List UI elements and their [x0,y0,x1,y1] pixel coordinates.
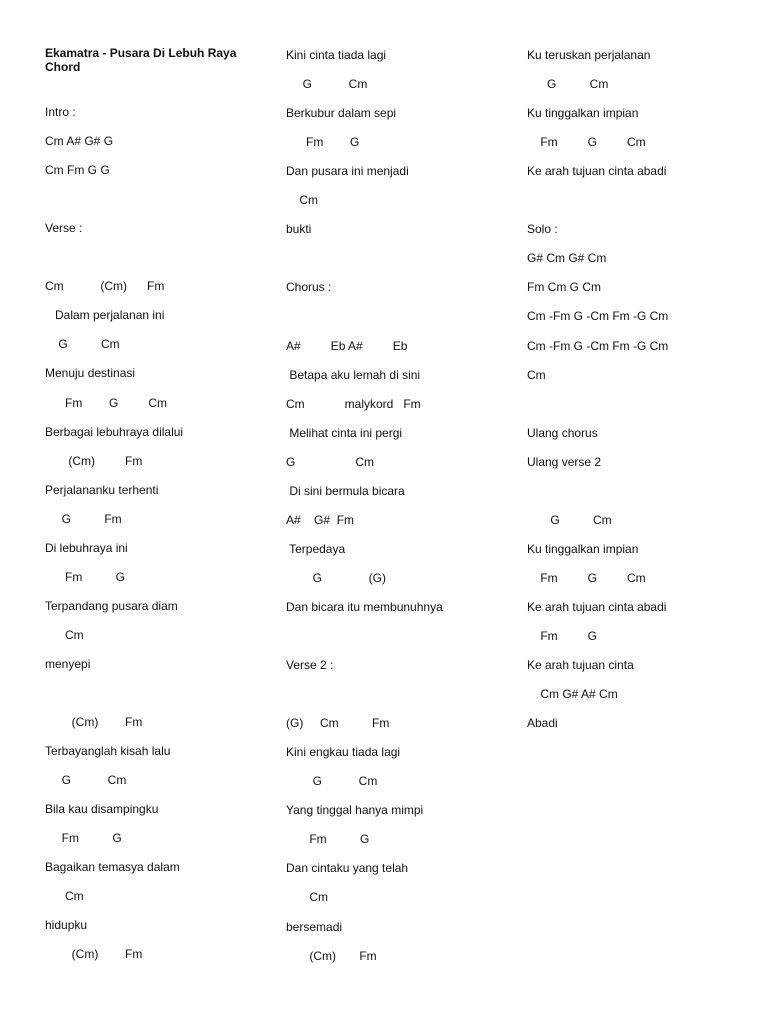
lyric-line: Perjalananku terhenti [45,483,159,497]
lyric-line: Dan pusara ini menjadi [286,164,409,178]
lyric-line: Cm [286,890,328,904]
lyric-line: Ke arah tujuan cinta abadi [527,600,667,614]
lyric-line: Melihat cinta ini pergi [286,426,403,440]
lyric-line: Cm [45,889,84,903]
lyric-line: Menuju destinasi [45,366,136,380]
lyric-line: (Cm) Fm [45,715,143,729]
lyric-line: Fm Cm G Cm [527,280,601,294]
lyric-line: G Cm [45,773,127,787]
lyric-line: Bagaikan temasya dalam [45,860,180,874]
lyric-line: Cm (Cm) Fm [45,279,165,293]
lyric-line: Cm A# G# G [45,134,114,148]
lyric-line: Cm [527,368,546,382]
lyric-line: Cm G# A# Cm [527,687,618,701]
lyric-line: Intro : [45,105,76,119]
lyric-line: Kini cinta tiada lagi [286,48,387,62]
lyric-line: (Cm) Fm [45,454,143,468]
lyric-line: bersemadi [286,920,343,934]
lyric-line: A# Eb A# Eb [286,339,408,353]
lyric-line: Fm G [286,135,360,149]
lyric-line: Berkubur dalam sepi [286,106,397,120]
lyric-line: G (G) [286,571,387,585]
lyric-line: Fm G Cm [45,396,168,410]
lyric-line: G Cm [527,513,612,527]
lyric-line: Ku teruskan perjalanan [527,48,651,62]
lyric-line: Ku tinggalkan impian [527,542,639,556]
lyric-line: Dan cintaku yang telah [286,861,409,875]
lyric-line: (Cm) Fm [286,949,377,963]
lyric-line: Fm G Cm [527,571,646,585]
lyric-line: Ulang chorus [527,426,598,440]
lyric-line: Terpandang pusara diam [45,599,178,613]
lyric-line: Dan bicara itu membunuhnya [286,600,443,614]
lyric-line: Di sini bermula bicara [286,484,405,498]
lyric-line: G Cm [45,337,120,351]
lyric-line: Cm -Fm G -Cm Fm -G Cm [527,339,669,353]
lyric-line: Yang tinggal hanya mimpi [286,803,424,817]
lyric-line: menyepi [45,657,91,671]
lyric-line: Cm Fm G G [45,163,110,177]
lyric-line: A# G# Fm [286,513,355,527]
lyric-line: Dalam perjalanan ini [45,308,165,322]
lyric-line: Terbayanglah kisah lalu [45,744,171,758]
lyric-line: Ke arah tujuan cinta [527,658,634,672]
lyric-line: Betapa aku lemah di sini [286,368,421,382]
lyric-line: hidupku [45,918,88,932]
lyric-line: Fm G [286,832,370,846]
lyric-line: Verse : [45,221,83,235]
lyric-line: Kini engkau tiada lagi [286,745,401,759]
lyric-line: Terpedaya [286,542,346,556]
lyric-line: (G) Cm Fm [286,716,390,730]
lyric-line: G Fm [45,512,122,526]
lyric-line: G Cm [527,77,609,91]
lyric-line: Fm G [527,629,598,643]
lyric-line: G Cm [286,77,368,91]
lyric-line: Cm malykord Fm [286,397,421,411]
lyric-line: Cm [45,628,84,642]
lyric-line: Bila kau disampingku [45,802,159,816]
song-title: Ekamatra - Pusara Di Lebuh Raya Chord [45,46,237,74]
lyric-line: Chorus : [286,280,332,294]
lyric-line: G Cm [286,774,378,788]
lyric-line: bukti [286,222,312,236]
lyric-line: Berbagai lebuhraya dilalui [45,425,184,439]
lyric-line: Di lebuhraya ini [45,541,128,555]
lyric-line: Verse 2 : [286,658,334,672]
lyric-line: Abadi [527,716,558,730]
lyric-line: Cm [286,193,318,207]
lyric-line: (Cm) Fm [45,947,143,961]
lyric-line: Ke arah tujuan cinta abadi [527,164,667,178]
lyric-line: Ku tinggalkan impian [527,106,639,120]
lyric-line: Ulang verse 2 [527,455,602,469]
lyric-line: Fm G Cm [527,135,646,149]
lyric-line: Solo : [527,222,558,236]
lyric-line: G# Cm G# Cm [527,251,607,265]
lyric-line: G Cm [286,455,375,469]
lyric-line: Fm G [45,570,126,584]
lyric-line: Cm -Fm G -Cm Fm -G Cm [527,309,669,323]
lyric-line: Fm G [45,831,122,845]
